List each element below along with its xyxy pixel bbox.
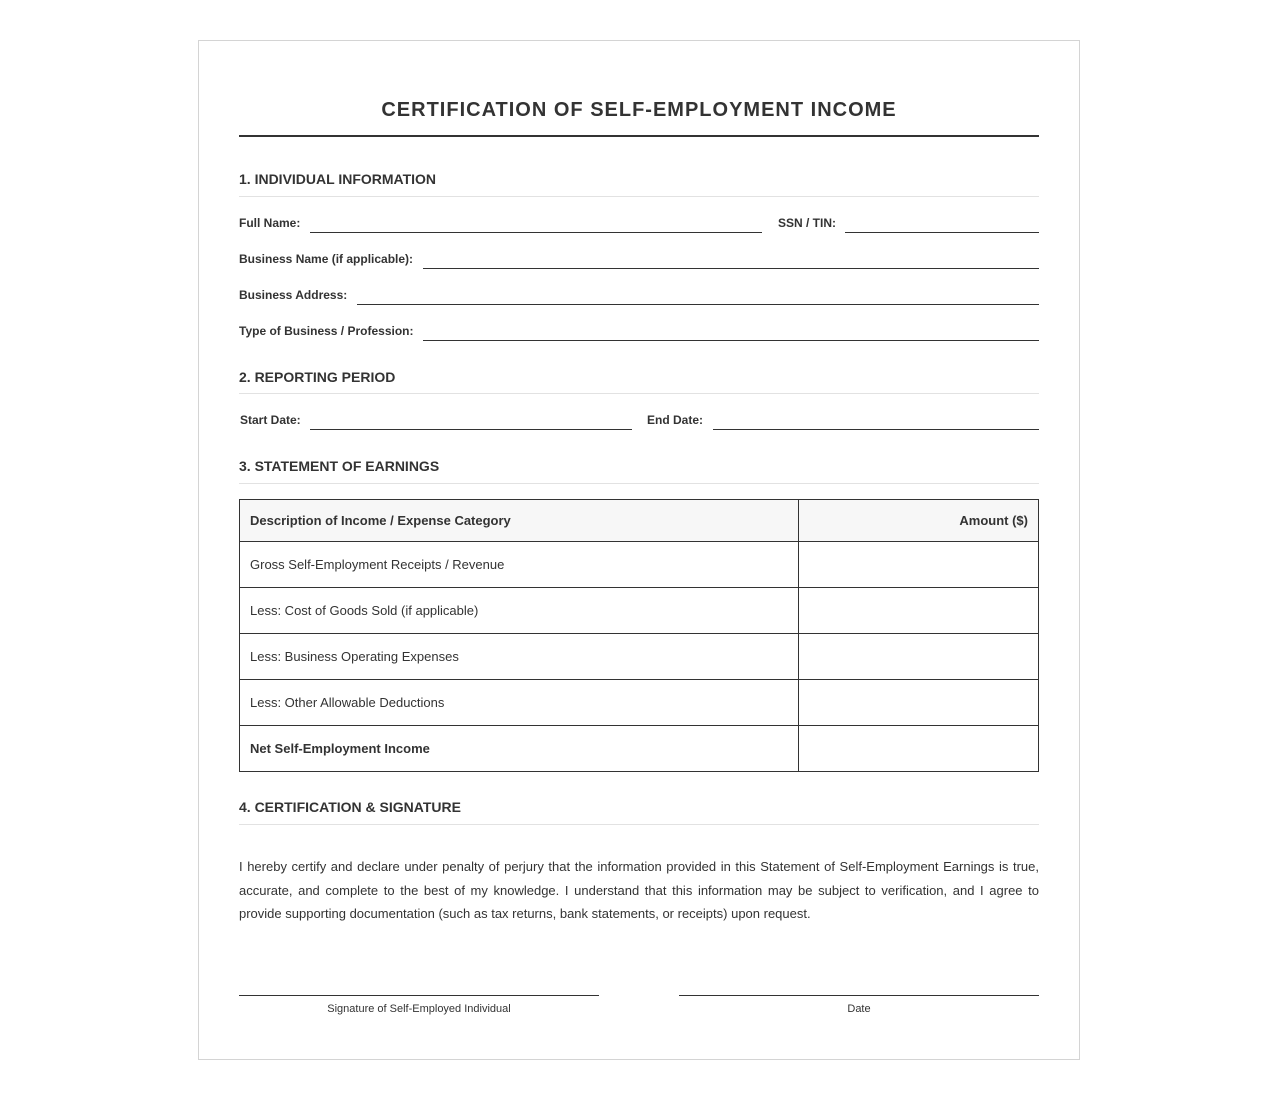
amount-cell[interactable] — [799, 726, 1039, 772]
business-type-label: Type of Business / Profession: — [239, 324, 414, 338]
table-header-row — [240, 500, 1039, 542]
start-date-label: Start Date: — [240, 413, 301, 427]
row-description: Less: Business Operating Expenses — [240, 634, 799, 680]
section-heading-earnings: 3. STATEMENT OF EARNINGS — [239, 458, 440, 474]
row-description: Less: Other Allowable Deductions — [240, 680, 799, 726]
end-date-field[interactable] — [713, 429, 1039, 430]
section-divider — [239, 393, 1039, 394]
section-divider — [239, 483, 1039, 484]
signature-field[interactable] — [239, 995, 599, 996]
end-date-label: End Date: — [647, 413, 704, 427]
business-address-field[interactable] — [357, 304, 1039, 305]
section-heading-certification: 4. CERTIFICATION & SIGNATURE — [239, 799, 461, 815]
certification-statement: I hereby certify and declare under penalty of perjury that the information provided in this Statement of Self-Employment Earnings is true, accurate, and complete to the best of my knowledge. I understand that this information may be subject to verification, and I agree to provide supporting documentation (such as tax returns, bank statements, or receipts) upon request. — [239, 859, 1039, 921]
table-row — [240, 588, 1039, 634]
ssn-field[interactable] — [845, 232, 1039, 233]
row-description: Gross Self-Employment Receipts / Revenue — [240, 542, 799, 588]
column-header-description: Description of Income / Expense Category — [240, 500, 799, 542]
business-type-field[interactable] — [423, 340, 1039, 341]
section-heading-individual: 1. INDIVIDUAL INFORMATION — [239, 171, 437, 187]
section-heading-period: 2. REPORTING PERIOD — [239, 369, 396, 385]
ssn-label: SSN / TIN: — [778, 216, 837, 230]
date-caption: Date — [847, 1003, 871, 1015]
row-description: Net Self-Employment Income — [240, 726, 799, 772]
full-name-label: Full Name: — [239, 216, 301, 230]
section-divider — [239, 196, 1039, 197]
amount-cell[interactable] — [799, 634, 1039, 680]
table-row — [240, 634, 1039, 680]
table-row — [240, 542, 1039, 588]
section-divider — [239, 824, 1039, 825]
table-row-total — [240, 726, 1039, 772]
amount-cell[interactable] — [799, 680, 1039, 726]
earnings-table — [239, 499, 1039, 772]
document-title: CERTIFICATION OF SELF-EMPLOYMENT INCOME — [381, 99, 897, 121]
business-name-label: Business Name (if applicable): — [239, 252, 414, 266]
signature-caption: Signature of Self-Employed Individual — [327, 1003, 511, 1015]
date-field[interactable] — [679, 995, 1039, 996]
full-name-field[interactable] — [310, 232, 762, 233]
row-description: Less: Cost of Goods Sold (if applicable) — [240, 588, 799, 634]
amount-cell[interactable] — [799, 588, 1039, 634]
title-divider — [239, 135, 1039, 137]
start-date-field[interactable] — [310, 429, 632, 430]
column-header-amount: Amount ($) — [799, 500, 1039, 542]
table-row — [240, 680, 1039, 726]
form-page — [198, 40, 1080, 1060]
business-address-label: Business Address: — [239, 288, 348, 302]
business-name-field[interactable] — [423, 268, 1039, 269]
amount-cell[interactable] — [799, 542, 1039, 588]
